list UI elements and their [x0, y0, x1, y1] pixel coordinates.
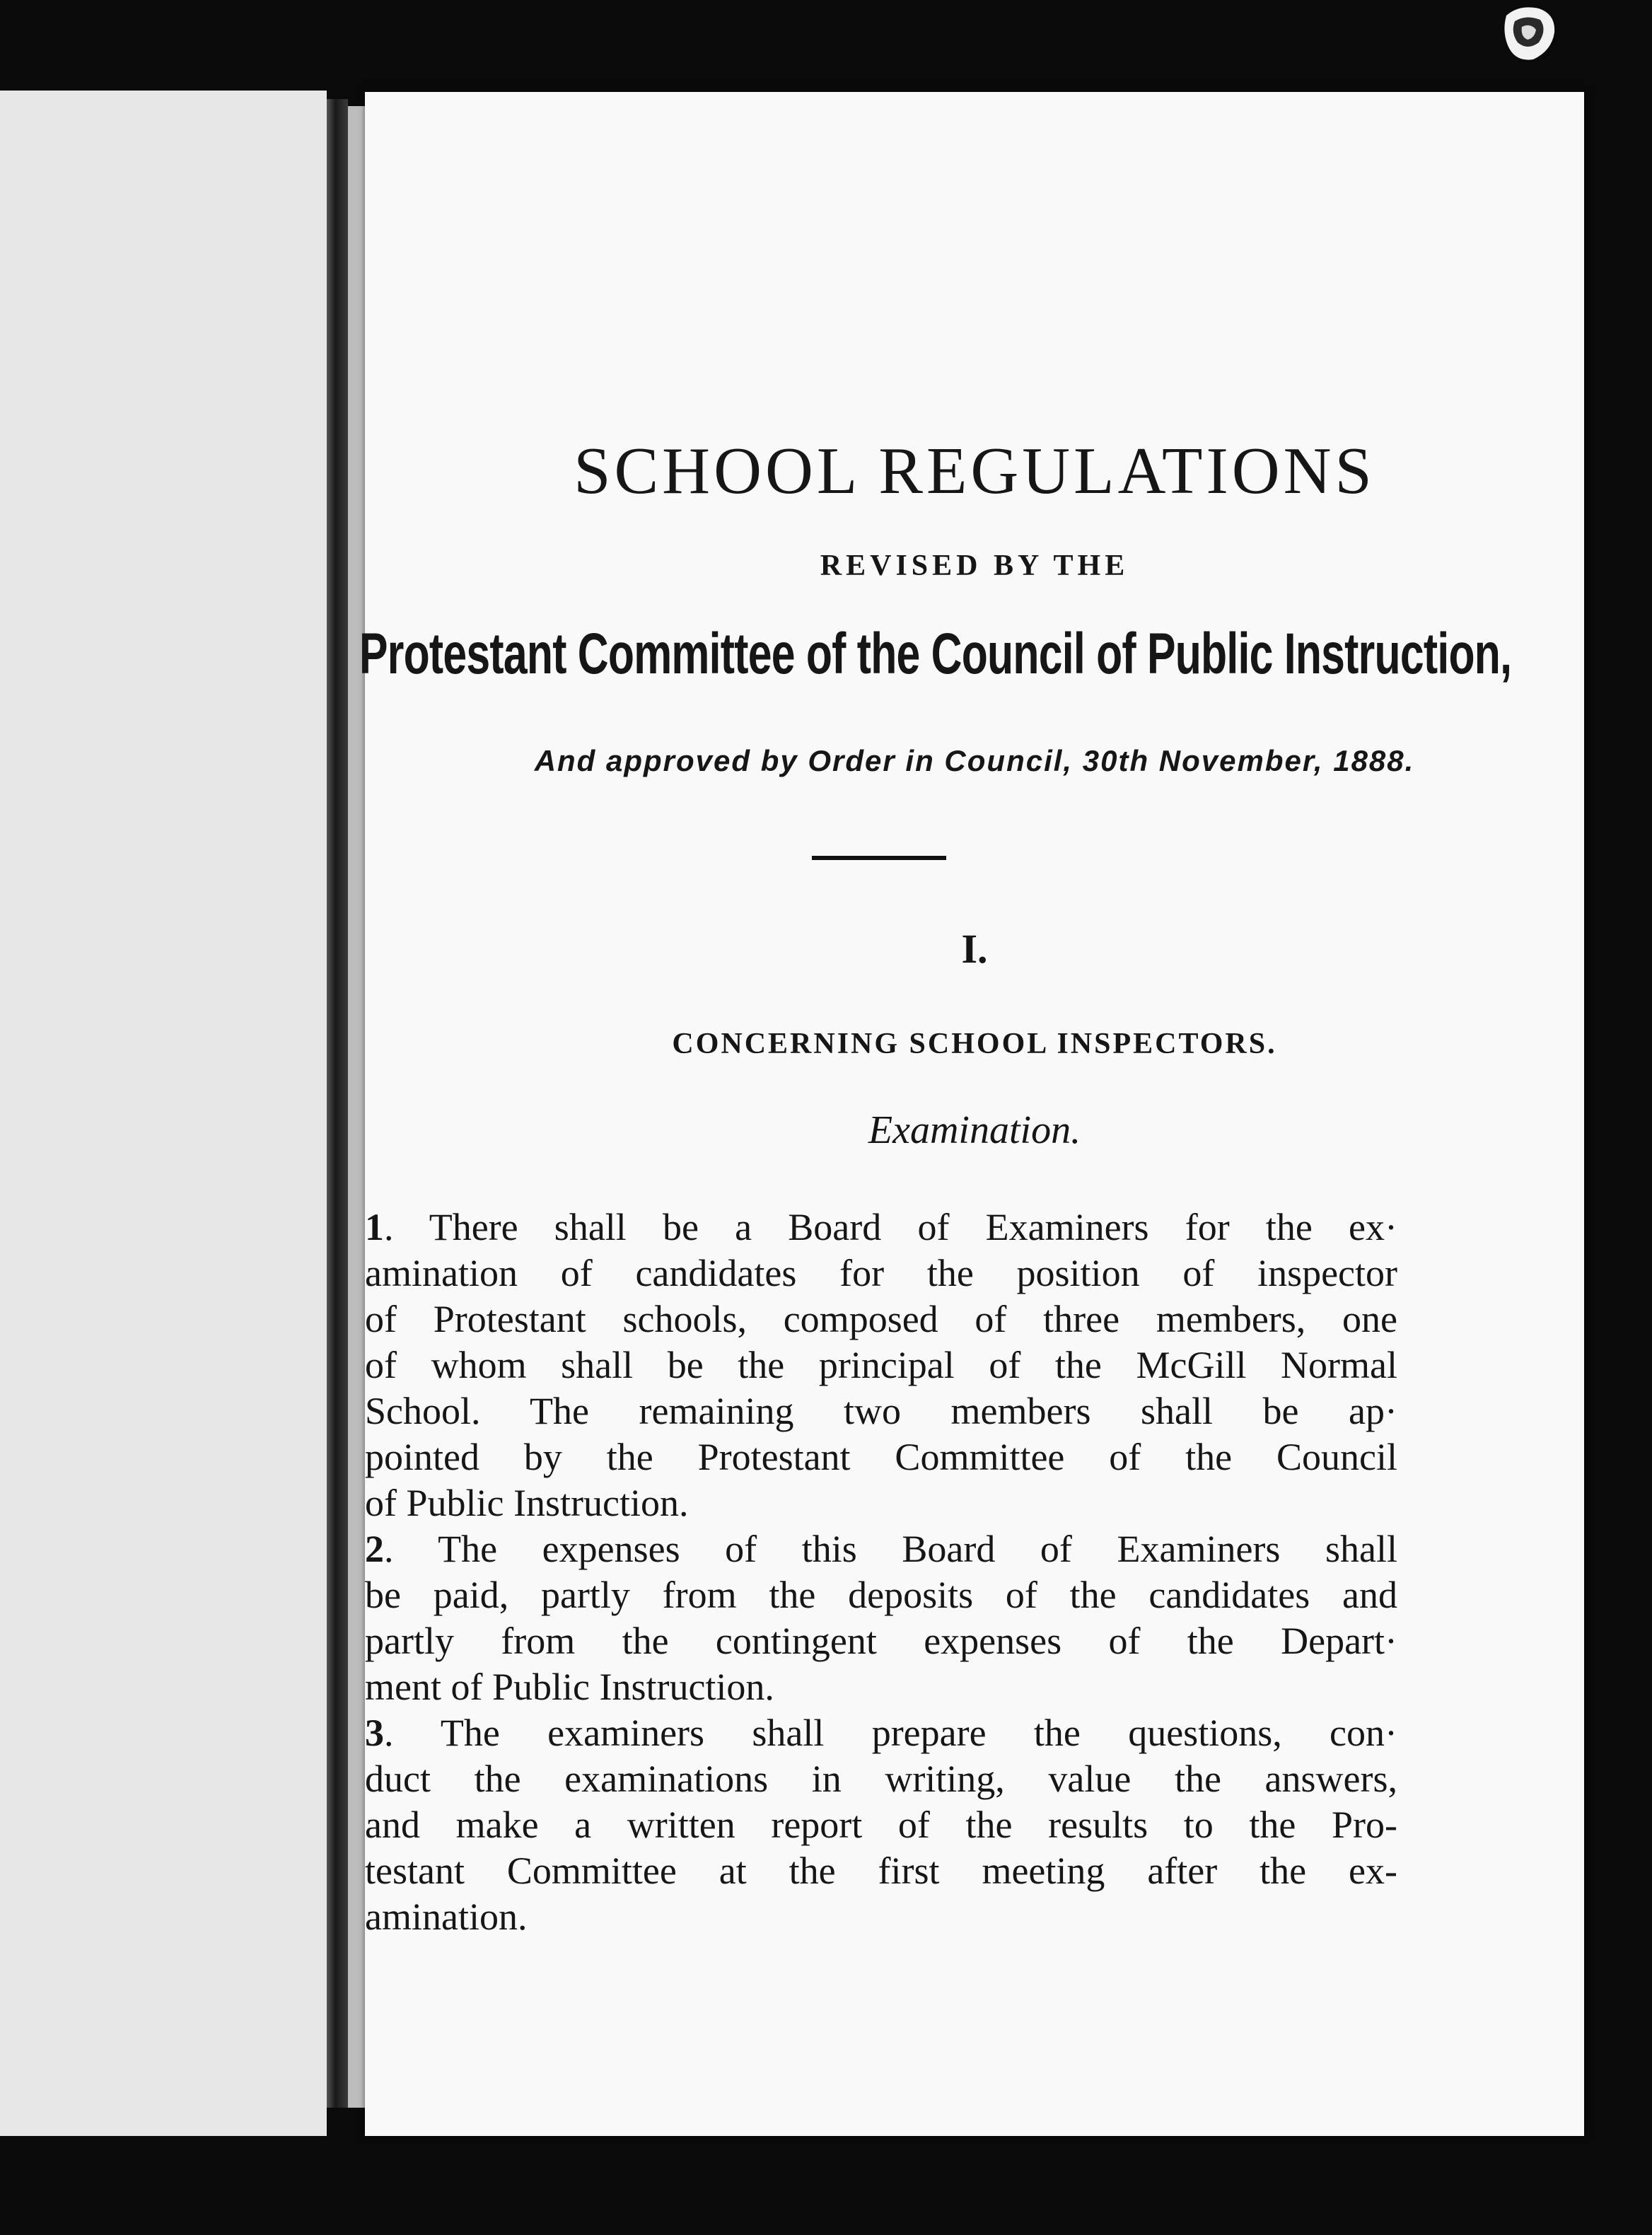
title-divider-rule — [812, 856, 946, 860]
line-text: . There shall be a Board of Examiners for the ex· — [384, 1206, 1397, 1248]
paragraph-number: 1 — [365, 1206, 384, 1248]
line-text: pointed by the Protestant Committee of the Council — [365, 1436, 1397, 1478]
line-text: School. The remaining two members shall be ap· — [365, 1390, 1397, 1432]
body-line — [365, 1342, 1397, 1388]
line-text: and make a written report of the results to the Pro- — [365, 1804, 1397, 1846]
gutter-strip — [348, 106, 365, 2108]
line-text: amination of candidates for the position of inspector — [365, 1252, 1397, 1294]
revised-by-line: REVISED BY THE — [820, 550, 1129, 582]
approval-line: And approved by Order in Council, 30th November, 1888. — [534, 744, 1415, 777]
line-text: be paid, partly from the deposits of the candidates and — [365, 1574, 1397, 1616]
paragraph-number: 2 — [365, 1528, 384, 1570]
body-line — [365, 1250, 1397, 1296]
library-stamp-mark — [1498, 1, 1561, 66]
body-line — [365, 1618, 1397, 1664]
body-line — [365, 1755, 1397, 1802]
paragraph-number: 3 — [365, 1712, 384, 1754]
body-line — [365, 1480, 1397, 1526]
section-number: I. — [961, 926, 988, 972]
body-line — [365, 1709, 1397, 1756]
subheading: Examination. — [868, 1108, 1081, 1152]
line-text: duct the examinations in writing, value the answers, — [365, 1758, 1397, 1800]
body-line — [365, 1572, 1397, 1618]
body-line — [365, 1847, 1397, 1894]
body-line — [365, 1801, 1397, 1848]
line-text: . The examiners shall prepare the questions, con· — [384, 1712, 1397, 1754]
line-text: of Protestant schools, composed of three members, one — [365, 1298, 1397, 1340]
body-line — [365, 1664, 1397, 1710]
line-text: amination. — [365, 1896, 528, 1938]
binding-shadow — [327, 99, 348, 2108]
document-title: SCHOOL REGULATIONS — [574, 434, 1375, 508]
line-text: of whom shall be the principal of the McGill Normal — [365, 1344, 1397, 1386]
section-heading: CONCERNING SCHOOL INSPECTORS. — [672, 1028, 1277, 1060]
line-text: partly from the contingent expenses of the Depart· — [365, 1620, 1397, 1662]
body-line — [365, 1296, 1397, 1342]
body-line — [365, 1526, 1397, 1572]
line-text: ment of Public Instruction. — [365, 1666, 774, 1708]
line-text: . The expenses of this Board of Examiners shall — [384, 1528, 1397, 1570]
body-line — [365, 1204, 1397, 1250]
committee-line: Protestant Committee of the Council of Public Instruction, — [359, 622, 1512, 686]
facing-page-edge — [0, 91, 327, 2136]
body-line — [365, 1893, 1397, 1940]
body-line — [365, 1388, 1397, 1434]
line-text: testant Committee at the first meeting after the ex- — [365, 1850, 1397, 1892]
body-line — [365, 1434, 1397, 1480]
line-text: of Public Instruction. — [365, 1482, 689, 1524]
